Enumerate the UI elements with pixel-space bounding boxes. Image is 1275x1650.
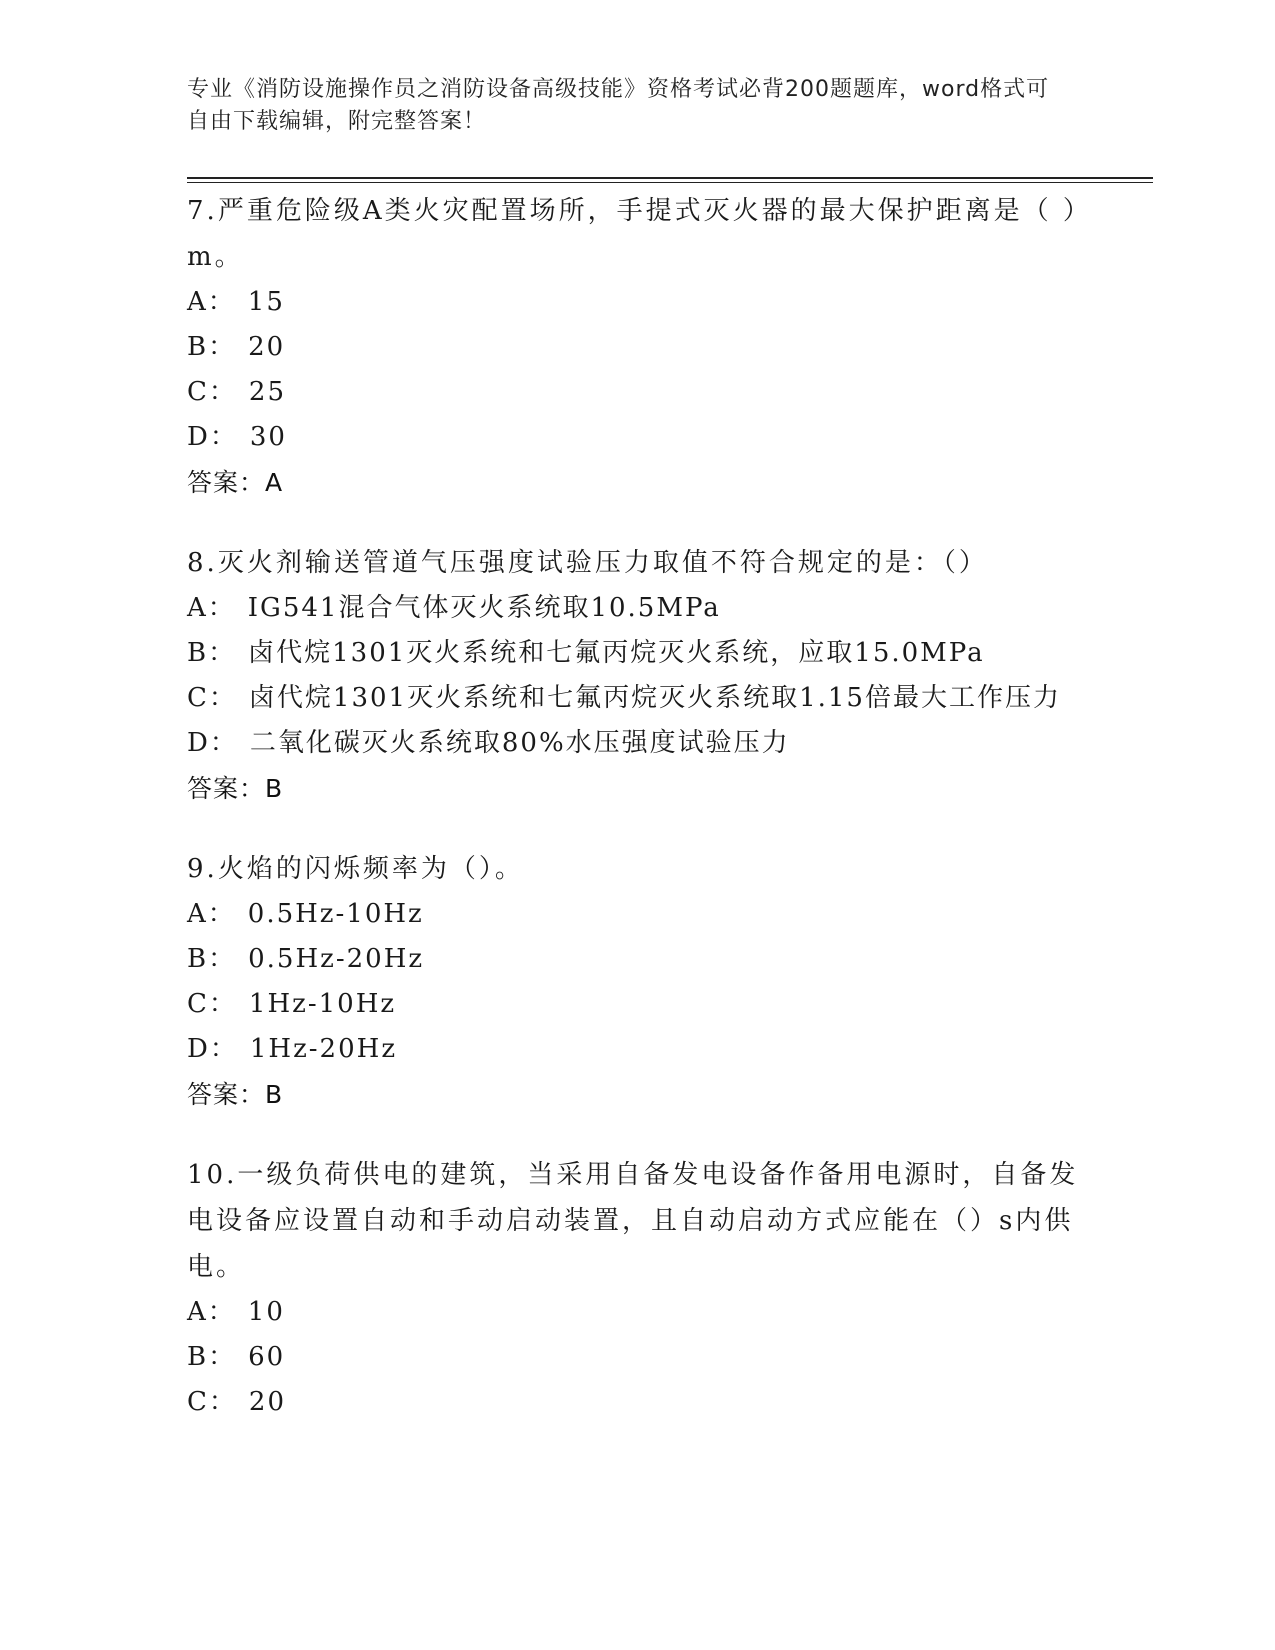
option-b: [187, 1335, 1087, 1380]
header-divider: [187, 177, 1153, 179]
question-stem: [187, 1152, 1087, 1290]
option-key: A：: [187, 593, 236, 623]
document-header: 专业《消防设施操作员之消防设备高级技能》资格考试必背200题题库，word格式可自由下载编辑，附完整答案！: [187, 77, 1050, 134]
option-key: B：: [187, 332, 237, 362]
option-text: 10: [247, 1297, 285, 1327]
option-b: [187, 937, 1087, 982]
option-text: 1Hz-10Hz: [248, 989, 397, 1019]
option-b: [187, 325, 1087, 370]
question-number: 10.: [187, 1160, 238, 1190]
question-number: 8.: [187, 548, 218, 578]
option-text: 1Hz-20Hz: [249, 1034, 398, 1064]
option-text: IG541混合气体灭火系统取10.5MPa: [247, 593, 721, 623]
question-text: 火焰的闪烁频率为（）。: [217, 854, 524, 884]
option-text: 30: [249, 422, 287, 452]
option-text: 卤代烷1301灭火系统和七氟丙烷灭火系统取1.15倍最大工作压力: [248, 683, 1061, 713]
option-a: [187, 280, 1087, 325]
option-text: 20: [248, 332, 286, 362]
option-d: [187, 721, 1087, 766]
option-text: 卤代烷1301灭火系统和七氟丙烷灭火系统，应取15.0MPa: [248, 638, 985, 668]
question-list: [187, 188, 1087, 1459]
option-key: B：: [187, 1342, 237, 1372]
question-8: [187, 540, 1087, 812]
option-key: D：: [187, 1034, 238, 1064]
question-7: [187, 188, 1087, 506]
option-key: B：: [187, 638, 237, 668]
option-key: C：: [187, 377, 237, 407]
option-key: A：: [187, 287, 236, 317]
option-d: [187, 415, 1087, 460]
option-a: [187, 892, 1087, 937]
question-number: 7.: [187, 196, 218, 226]
option-a: [187, 1290, 1087, 1335]
option-text: 0.5Hz-20Hz: [248, 944, 425, 974]
question-stem: [187, 846, 1087, 892]
option-text: 20: [248, 1387, 286, 1417]
question-text: 严重危险级A类火灾配置场所，手提式灭火器的最大保护距离是（ ）m。: [187, 196, 1079, 272]
answer-line: 答案：B: [187, 774, 284, 803]
option-c: [187, 1380, 1087, 1425]
question-9: [187, 846, 1087, 1118]
answer-line: 答案：B: [187, 1080, 284, 1109]
option-text: 15: [247, 287, 285, 317]
option-text: 60: [248, 1342, 286, 1372]
option-key: D：: [187, 728, 238, 758]
question-text: 一级负荷供电的建筑，当采用自备发电设备作备用电源时，自备发电设备应设置自动和手动启动装置，且自动启动方式应能在（）s内供电。: [187, 1160, 1079, 1282]
option-a: [187, 586, 1087, 631]
option-key: C：: [187, 683, 237, 713]
question-10: [187, 1152, 1087, 1425]
option-key: C：: [187, 1387, 237, 1417]
header-divider-thin: [187, 182, 1153, 183]
question-text: 灭火剂输送管道气压强度试验压力取值不符合规定的是：（）: [217, 548, 988, 578]
option-key: C：: [187, 989, 237, 1019]
option-c: [187, 370, 1087, 415]
question-number: 9.: [187, 854, 218, 884]
answer-line: 答案：A: [187, 468, 284, 497]
option-key: A：: [187, 899, 236, 929]
option-text: 二氧化碳灭火系统取80%水压强度试验压力: [249, 728, 790, 758]
question-stem: [187, 188, 1087, 280]
option-text: 25: [248, 377, 286, 407]
option-c: [187, 676, 1087, 721]
option-key: B：: [187, 944, 237, 974]
option-key: D：: [187, 422, 238, 452]
option-d: [187, 1027, 1087, 1072]
option-c: [187, 982, 1087, 1027]
option-text: 0.5Hz-10Hz: [247, 899, 424, 929]
option-b: [187, 631, 1087, 676]
question-stem: [187, 540, 1087, 586]
option-key: A：: [187, 1297, 236, 1327]
